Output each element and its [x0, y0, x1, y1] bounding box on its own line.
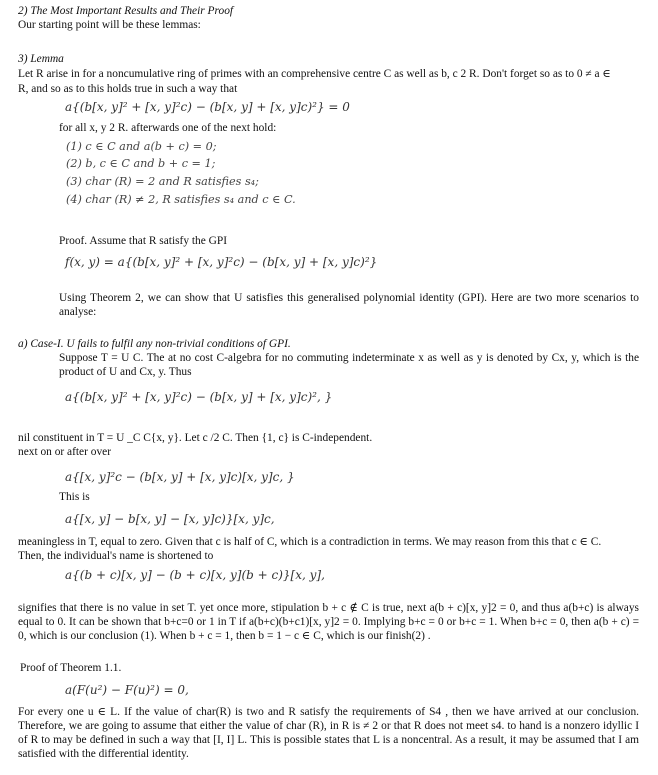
case-i-signifies-text: signifies that there is no value in set T. yet once more, stipulation b + c ∉ C is true, next a(b + c)[x, y]2 = 0, and thus a(b+c) is always equal to 0. It can be shown that b+c=0 or 1 in T if a(b+c)(b+c1)[x, y]2 = 0. Implying b+c = 0 or b+c = 1. When b+c = 0, then a(b + c) = 0, which is our conclusion (1). When b + c = 1, then b = 1 − c ∈ C, which is our finish(2) .	[18, 602, 639, 642]
lemma-case-3: (3) char (R) = 2 and R satisfies s₄;	[66, 175, 259, 188]
lemma-case-4: (4) char (R) ≠ 2, R satisfies s₄ and c ∈ C.	[66, 193, 296, 206]
proof-equation: f(x, y) = a{(b[x, y]² + [x, y]²c) − (b[x, y] + [x, y]c)²}	[65, 255, 378, 269]
case-i-this-is: This is	[59, 491, 90, 503]
lemma-text-line1: Let R arise in for a noncumulative ring of primes with an comprehensive centre C as well as b, c 2 R. Don't forget so as to 0 ≠ a ∈	[18, 68, 611, 80]
section-heading-results: 2) The Most Important Results and Their Proof	[18, 5, 234, 17]
theorem-text: For every one u ∈ L. If the value of char(R) is two and R satisfy the requirements of S4 , then we have arrived at our conclusion. Therefore, we are going to assume that either the value of char (R), in R is ≠ 2 or that R does not meet s4. to hand is a nonzero idyllic I of R to may be defined in such a way that [I, I] L. This is possible states that L is a noncentral. As a result, it may be assumed that I am satisfied with the differential identity.	[18, 706, 639, 760]
case-i-meaning-line2: Then, the individual's name is shortened to	[18, 550, 214, 562]
theorem-equation: a(F(u²) − F(u)²) = 0,	[65, 683, 189, 697]
case-i-equation-1: a{(b[x, y]² + [x, y]²c) − (b[x, y] + [x, y]c)², }	[65, 390, 333, 404]
case-i-nil-line1: nil constituent in T = U _C C{x, y}. Let c /2 C. Then {1, c} is C-independent.	[18, 432, 373, 444]
lemma-case-2: (2) b, c ∈ C and b + c = 1;	[66, 157, 216, 170]
case-i-heading: a) Case-I. U fails to fulfil any non-trivial conditions of GPI.	[18, 338, 291, 350]
section-intro: Our starting point will be these lemmas:	[18, 19, 201, 31]
case-i-nil-line2: next on or after over	[18, 446, 111, 458]
lemma-heading: 3) Lemma	[18, 53, 64, 65]
case-i-equation-3: a{[x, y] − b[x, y] − [x, y]c)}[x, y]c,	[65, 512, 275, 526]
case-i-equation-2: a{[x, y]²c − (b[x, y] + [x, y]c)[x, y]c, }	[65, 470, 295, 484]
proof-text: Using Theorem 2, we can show that U satisfies this generalised polynomial identity (GPI). Here are two more scenarios to analyse:	[59, 292, 639, 318]
lemma-forall: for all x, y 2 R. afterwards one of the next hold:	[59, 122, 277, 134]
lemma-text-line2: R, and so as to this holds true in such a way that	[18, 83, 238, 95]
lemma-equation: a{(b[x, y]² + [x, y]²c) − (b[x, y] + [x, y]c)²} = 0	[65, 100, 350, 114]
theorem-proof-heading: Proof of Theorem 1.1.	[20, 662, 122, 674]
lemma-case-1: (1) c ∈ C and a(b + c) = 0;	[66, 140, 217, 153]
case-i-meaning-line1: meaningless in T, equal to zero. Given that c is half of C, which is a contradiction in terms. We may reason from this that c ∈ C.	[18, 536, 602, 548]
case-i-equation-4: a{(b + c)[x, y] − (b + c)[x, y](b + c)}[x, y],	[65, 568, 325, 582]
proof-assume: Proof. Assume that R satisfy the GPI	[59, 235, 228, 247]
case-i-text: Suppose T = U C. The at no cost C-algebra for no commuting indeterminate x as well as y is denoted by Cx, y, which is the product of U and Cx, y. Thus	[59, 352, 639, 378]
